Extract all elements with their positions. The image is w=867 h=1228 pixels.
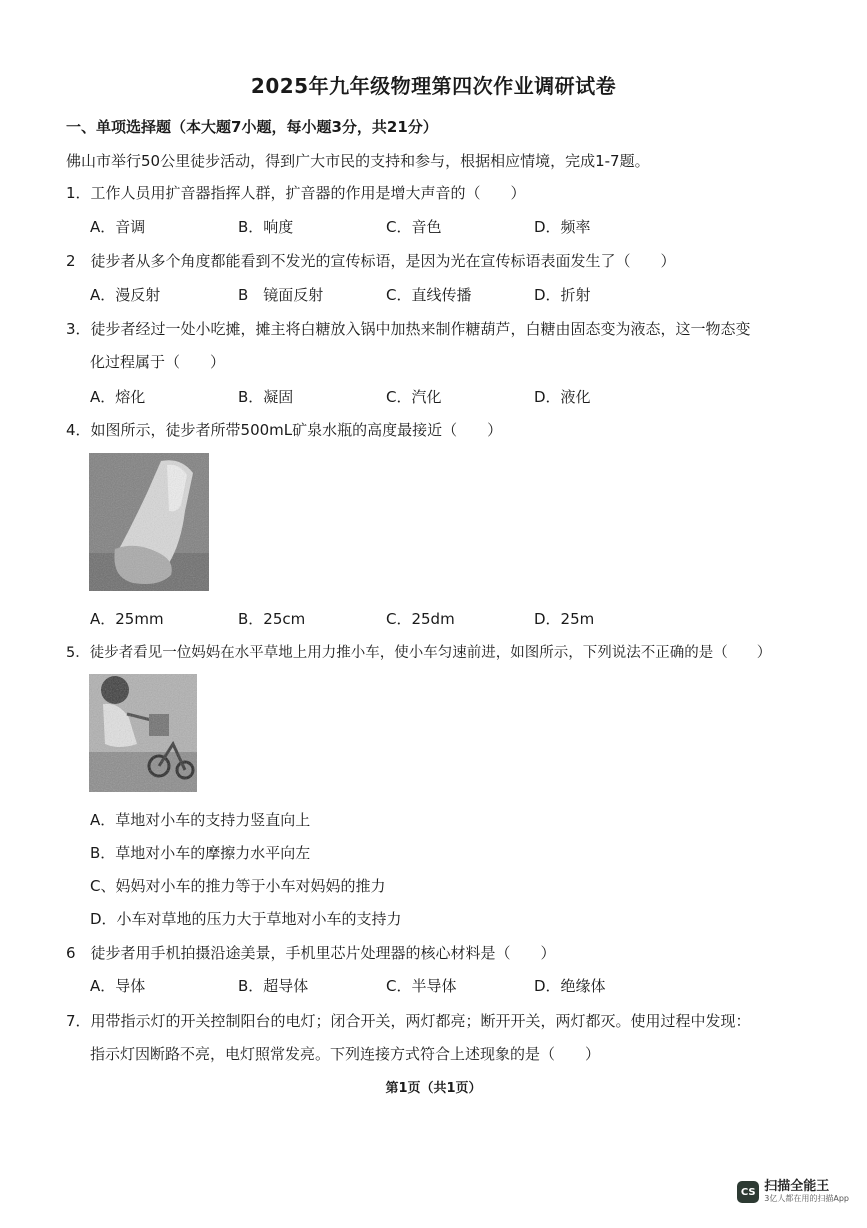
question-3-stem-continued: 化过程属于（ ） [90,353,226,371]
section-heading: 一、单项选择题（本大题7小题，每小题3分，共21分） [66,118,438,136]
question-6-options [90,975,682,996]
exam-title: 2025年九年级物理第四次作业调研试卷 [250,74,617,98]
question-1-stem: 1．工作人员用扩音器指挥人群，扩音器的作用是增大声音的（ ） [66,184,526,202]
question-2-stem: 2 徒步者从多个角度都能看到不发光的宣传标语，是因为光在宣传标语表面发生了（ ） [66,252,676,270]
question-6-stem: 6 徒步者用手机拍摄沿途美景，手机里芯片处理器的核心材料是（ ） [66,944,556,962]
question-1-option-d: D．频率 [534,218,591,236]
question-2-option-b: B 镜面反射 [238,286,324,304]
section-intro: 佛山市举行50公里徒步活动，得到广大市民的支持和参与，根据相应情境，完成1-7题。 [66,152,650,170]
question-5-stem: 5．徒步者看见一位妈妈在水平草地上用力推小车，使小车匀速前进，如图所示，下列说法不正确的是（ ） [66,645,772,661]
question-6-option-c: C．半导体 [386,977,457,995]
question-3-option-b: B．凝固 [238,388,294,406]
page-footer: 第1页（共1页） [385,1081,482,1096]
question-2-option-c: C．直线传播 [386,286,472,304]
question-3-option-d: D．液化 [534,388,591,406]
question-5-option-c: C、妈妈对小车的推力等于小车对妈妈的推力 [90,877,386,895]
question-2-options [90,284,682,305]
question-3-option-a: A．熔化 [90,388,146,406]
question-7-stem: 7．用带指示灯的开关控制阳台的电灯；闭合开关，两灯都亮；断开开关，两灯都灭。使用过程中发现： [66,1012,751,1030]
question-5-option-a: A．草地对小车的支持力竖直向上 [90,811,311,829]
question-5-option-b: B．草地对小车的摩擦力水平向左 [90,844,311,862]
camscanner-logo-icon: CS [737,1181,759,1203]
scanner-watermark [737,1180,849,1204]
question-2-option-d: D．折射 [534,286,591,304]
question-4-option-b: B．25cm [238,610,306,628]
question-2-option-a: A．漫反射 [90,286,161,304]
question-4-options [90,608,682,629]
question-6-option-d: D．绝缘体 [534,977,606,995]
watermark-app-name: 扫描全能王 [764,1179,830,1194]
question-6-option-a: A．导体 [90,977,146,995]
question-1-option-c: C．音色 [386,218,442,236]
question-4-option-a: A．25mm [90,610,164,628]
question-1-options [90,216,682,237]
question-1-option-b: B．响度 [238,218,294,236]
question-3-option-c: C．汽化 [386,388,442,406]
watermark-tagline: 3亿人都在用的扫描App [764,1194,849,1203]
question-4-option-c: C．25dm [386,610,455,628]
question-4-stem: 4．如图所示，徒步者所带500mL矿泉水瓶的高度最接近（ ） [66,421,503,439]
water-bottle-photo [89,453,209,591]
question-1-option-a: A．音调 [90,218,146,236]
question-5-option-d: D．小车对草地的压力大于草地对小车的支持力 [90,910,402,928]
question-6-option-b: B．超导体 [238,977,309,995]
question-3-stem: 3．徒步者经过一处小吃摊，摊主将白糖放入锅中加热来制作糖葫芦，白糖由固态变为液态，这一物态变 [66,320,751,338]
question-7-stem-continued: 指示灯因断路不亮，电灯照常发亮。下列连接方式符合上述现象的是（ ） [90,1045,601,1063]
question-3-options [90,386,682,407]
question-4-option-d: D．25m [534,610,595,628]
mother-pushing-cart-photo [89,674,197,792]
